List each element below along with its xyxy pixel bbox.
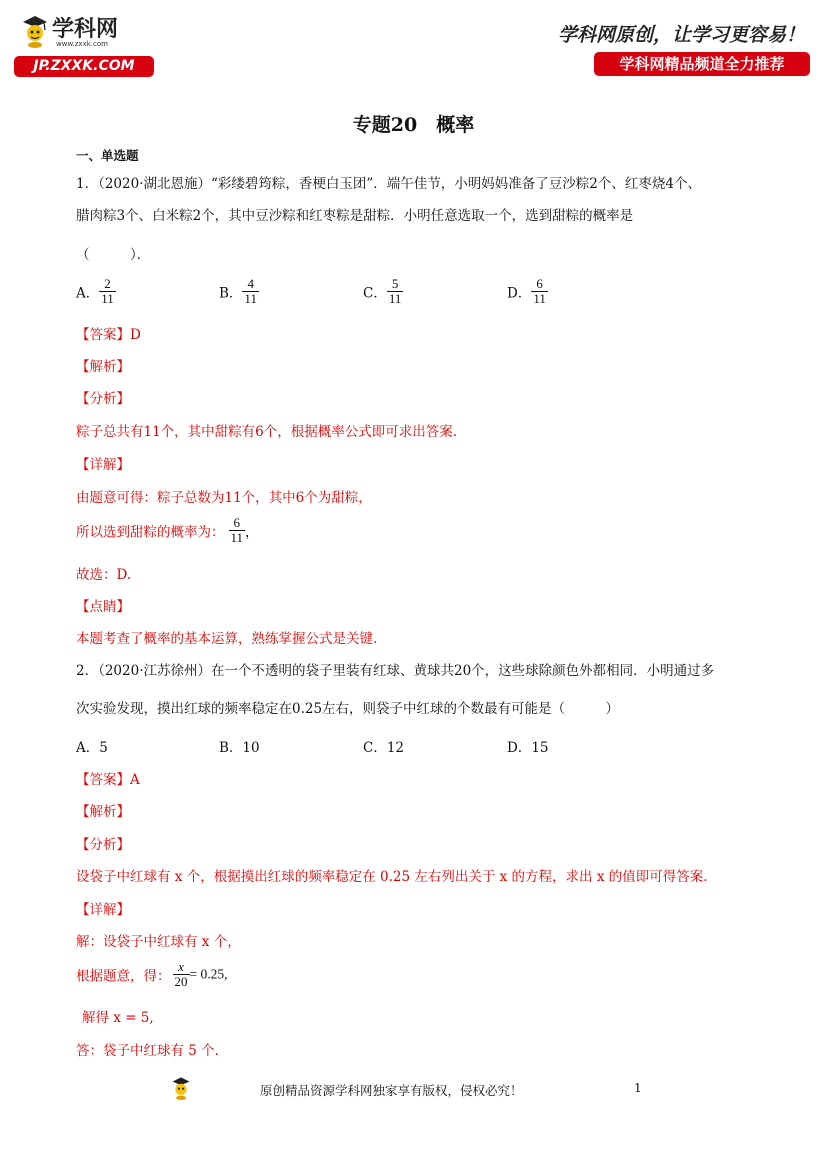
numerator: 5 [387, 277, 404, 292]
q1-line-3: （ ）． [76, 247, 151, 263]
q1-option-d [507, 277, 548, 306]
q2-option-b: B．10 [219, 740, 260, 756]
q2-detail-1: 解：设袋子中红球有 x 个， [76, 934, 241, 950]
numerator: x [173, 960, 190, 975]
q2-fenxi-text: 设袋子中红球有 x 个，根据摸出红球的频率稳定在 0.25 左右列出关于 x 的方程，求出 x 的值即可得答案. [76, 869, 708, 885]
q2-option-d: D．15 [507, 740, 549, 756]
q2-line-1: 2．（2020·江苏徐州）在一个不透明的袋子里装有红球、黄球共20个，这些球除颜色外都相同．小明通过多 [76, 663, 715, 679]
option-label: C． [363, 285, 387, 302]
q1-option-a [76, 277, 116, 306]
detail-text: ， [245, 524, 259, 541]
detail-text: = 0.25, [189, 966, 228, 982]
q2-xiangjie-heading: 【详解】 [76, 902, 130, 918]
denominator: 11 [533, 291, 546, 306]
q1-xiangjie-heading: 【详解】 [76, 457, 130, 473]
page-title: 专题20 概率 [352, 114, 475, 136]
q2-detail-2 [76, 960, 228, 989]
q2-jiexi-heading: 【解析】 [76, 804, 130, 820]
detail-text: 根据题意，得： [76, 968, 171, 985]
page-number: 1 [634, 1081, 642, 1095]
section-heading: 一、单选题 [76, 148, 139, 163]
denominator: 11 [244, 291, 257, 306]
q2-fenxi-heading: 【分析】 [76, 837, 130, 853]
option-label: D． [507, 285, 532, 302]
q2-answer: 【答案】A [76, 772, 140, 788]
detail-text: 所以选到甜粽的概率为： [76, 524, 225, 541]
option-label: A． [76, 285, 100, 302]
q1-jiexi-heading: 【解析】 [76, 359, 130, 375]
mascot-icon [20, 14, 50, 48]
denominator: 11 [101, 291, 114, 306]
numerator: 4 [242, 277, 259, 292]
logo-name: 学科网 [52, 17, 119, 42]
option-label: B． [219, 285, 243, 302]
footer-notice: 原创精品资源学科网独家享有版权，侵权必究！ [260, 1083, 523, 1098]
site-logo[interactable] [20, 12, 130, 52]
q2-line-2: 次实验发现，摸出红球的频率稳定在0.25左右，则袋子中红球的个数最有可能是（ ） [76, 701, 620, 717]
site-badge[interactable]: JP.ZXXK.COM [14, 56, 154, 77]
channel-banner[interactable]: 学科网精品频道全力推荐 [594, 52, 810, 76]
mascot-icon [170, 1076, 192, 1100]
numerator: 6 [229, 516, 246, 531]
q1-detail-3: 故选：D. [76, 567, 132, 583]
q1-option-b [219, 277, 259, 306]
q2-option-a: A．5 [76, 740, 108, 756]
q1-dianjing-text: 本题考查了概率的基本运算，熟练掌握公式是关键. [76, 631, 378, 647]
q1-detail-2 [76, 516, 259, 545]
slogan: 学科网原创，让学习更容易！ [557, 24, 805, 46]
q1-line-2: 腊肉粽3个、白米粽2个，其中豆沙粽和红枣粽是甜粽．小明任意选取一个，选到甜粽的概率是 [76, 208, 634, 224]
q1-line-1: 1．（2020·湖北恩施）“彩缕碧筠粽，香梗白玉团”．端午佳节，小明妈妈准备了豆沙粽2个、红枣烧4个、 [76, 176, 701, 192]
numerator: 6 [531, 277, 548, 292]
fraction [229, 516, 246, 545]
denominator: 11 [388, 291, 402, 306]
q1-fenxi-heading: 【分析】 [76, 391, 130, 407]
denominator: 20 [174, 974, 188, 989]
q1-fenxi-text: 粽子总共有11个，其中甜粽有6个，根据概率公式即可求出答案. [76, 424, 458, 440]
q1-answer: 【答案】D [76, 327, 141, 343]
q2-option-c: C．12 [363, 740, 405, 756]
q2-detail-3: 解得 x = 5, [82, 1010, 154, 1026]
numerator: 2 [99, 277, 116, 292]
fraction [531, 277, 548, 306]
fraction [242, 277, 259, 306]
denominator: 11 [230, 530, 244, 545]
q1-detail-1: 由题意可得：粽子总数为11个，其中6个为甜粽， [76, 490, 372, 506]
logo-url: www.zxxk.com [56, 40, 108, 48]
q1-dianjing-heading: 【点睛】 [76, 599, 130, 615]
q1-option-c [363, 277, 403, 306]
fraction [99, 277, 116, 306]
fraction [173, 960, 190, 989]
fraction [387, 277, 404, 306]
q2-detail-4: 答：袋子中红球有 5 个. [76, 1043, 219, 1059]
